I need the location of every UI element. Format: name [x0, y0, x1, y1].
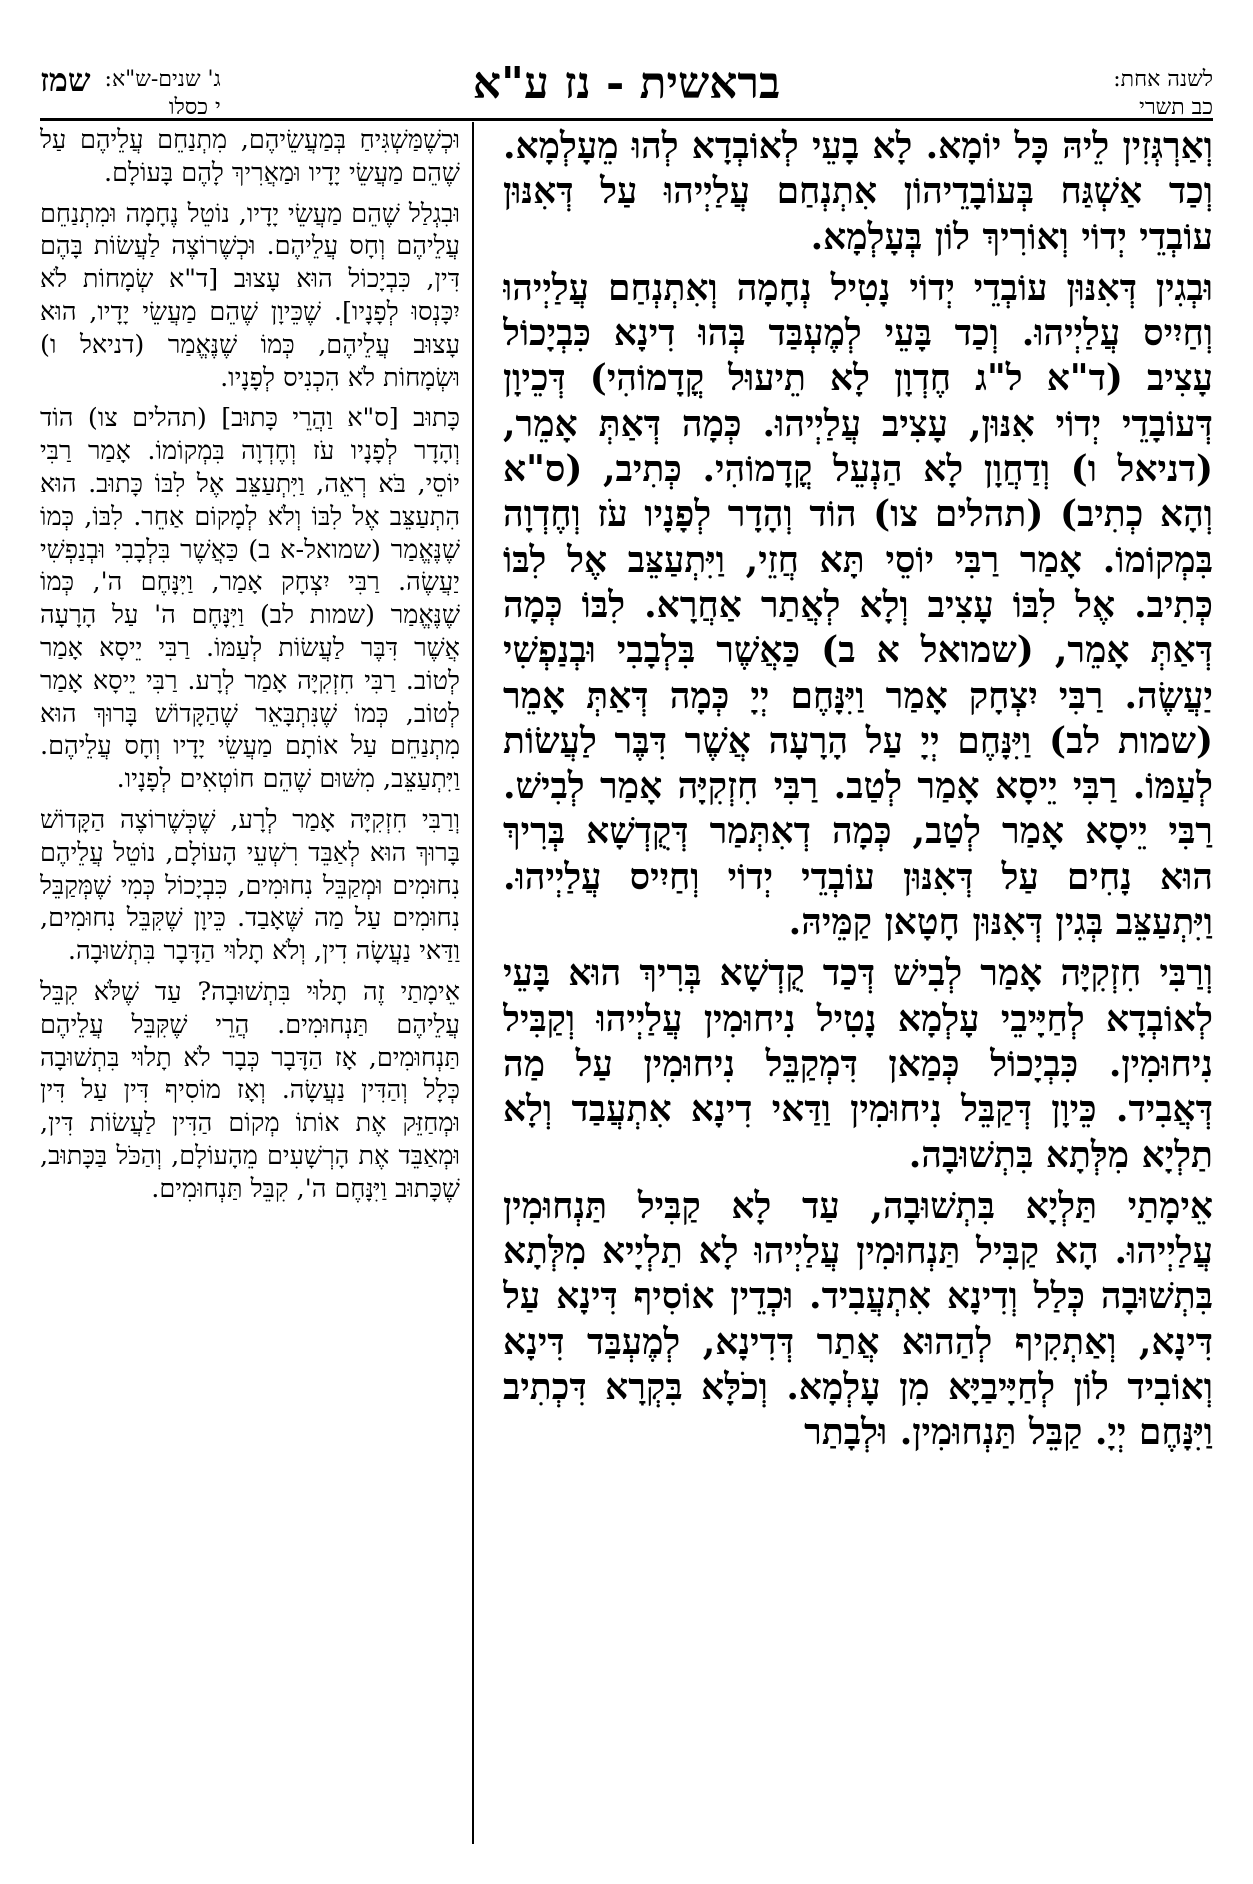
header-left: [40, 61, 221, 122]
commentary-paragraph: וְרַבִּי חִזְקִיָּה אָמַר לְרָע, שֶׁכְּשֶׁרוֹצֶה הַקָּדוֹשׁ בָּרוּךְ הוּא לְאַבֵּד רִשְׁעֵי הָעוֹלָם, נוֹטֵל עֲלֵיהֶם נִחוּמִים וּמְקַבֵּל נִחוּמִים, כִּבְיָכוֹל כְּמִי שֶׁמְּקַבֵּל נִחוּמִים עַל מַה שֶּׁאָבַד. כֵּיוָן שֶׁקִּבֵּל נִחוּמִים, וַדַּאי נַעֲשָׂה דִין, וְלֹא תָלוּי הַדָּבָר בִּתְשׁוּבָה.: [40, 804, 460, 967]
commentary-paragraph: וּבִגְלַל שֶׁהֵם מַעֲשֵׂי יָדָיו, נוֹטֵל נֶחָמָה וּמִתְנַחֵם עֲלֵיהֶם וְחָס עֲלֵיהֶם. וּכְשֶׁרוֹצֶה לַעֲשׂוֹת בָּהֶם דִּין, כִּבְיָכוֹל הוּא עָצוּב [ד"א שְׂמָחוֹת לֹא יִכָּנְסוּ לְפָנָיו]. שֶׁכֵּיוָן שֶׁהֵם מַעֲשֵׂי יָדָיו, הוּא עָצוּב עֲלֵיהֶם, כְּמוֹ שֶׁנֶּאֱמַר (דניאל ו) וּשְׂמָחוֹת לֹא הִכְנִיס לְפָנָיו.: [40, 198, 460, 393]
commentary-paragraph: אֵימָתַי זֶה תָלוּי בִּתְשׁוּבָה? עַד שֶׁלֹּא קִבֵּל עֲלֵיהֶם תַּנְחוּמִים. הֲרֵי שֶׁקִּבֵּל עֲלֵיהֶם תַּנְחוּמִים, אָז הַדָּבָר כְּבָר לֹא תָלוּי בִּתְשׁוּבָה כְּלָל וְהַדִּין נַעֲשָׂה. וְאָז מוֹסִיף דִּין עַל דִּין וּמְחַזֵּק אֶת אוֹתוֹ מְקוֹם הַדִּין לַעֲשׂוֹת דִּין, וּמְאַבֵּד אֶת הָרְשָׁעִים מֵהָעוֹלָם, וְהַכֹּל בַּכָּתוּב, שֶׁכָּתוּב וַיִּנָּחֶם ה', קִבֵּל תַּנְחוּמִים.: [40, 976, 460, 1204]
commentary-paragraph: וּכְשֶׁמַּשְׁגִּיחַ בְּמַעֲשֵׂיהֶם, מִתְנַחֵם עֲלֵיהֶם עַל שֶׁהֵם מַעֲשֵׂי יָדָיו וּמַאֲרִיךְ לָהֶם בָּעוֹלָם.: [40, 125, 460, 188]
schedule-three-years-label: ג' שנים-ש"א:: [104, 67, 221, 92]
main-paragraph: אֵימָתַי תַּלְיָא בִּתְשׁוּבָה, עַד לָא קַבִּיל תַּנְחוּמִין עֲלַיְיהוּ. הָא קַבִּיל תַּנְחוּמִין עֲלַיְיהוּ לָא תַלְיָיא מִלְּתָא בִּתְשׁוּבָה כְּלַל וְדִינָא אִתְעֲבִיד. וּכְדֵין אוֹסִיף דִּינָא עַל דִּינָא, וְאַתְקִיף לְהַהוּא אֲתַר דְּדִינָא, לְמֶעְבַּד דִּינָא וְאוֹבִיד לוֹן לְחַיָּיבַיָּא מִן עָלְמָא. וְכֹלָּא בִּקְרָא דִּכְתִיב וַיִּנָּחֶם יְיָ. קַבֵּל תַּנְחוּמִין. וּלְבָתַר: [503, 1184, 1213, 1454]
page-number: שמז: [40, 61, 91, 99]
main-paragraph: וְאַרְגְּזִין לֵיהּ כָּל יוֹמָא. לָא בָעֵי לְאוֹבְדָא לְהוּ מֵעָלְמָא. וְכַד אַשְׁגַּח בְּעוֹבָדֵיהוֹן אִתְנְחַם עֲלַיְיהוּ עַל דְּאִנּוּן עוֹבְדֵי יְדוֹי וְאוֹרִיךְ לוֹן בְּעָלְמָא.: [503, 125, 1213, 258]
header-divider: [40, 118, 1213, 121]
column-divider: [472, 122, 474, 1844]
main-text-column: [503, 124, 1213, 1844]
page-title: בראשית - נז ע"א: [472, 58, 781, 109]
schedule-one-year-date: כב תשרי: [1139, 95, 1213, 120]
commentary-paragraph: כָּתוּב [ס"א וַהֲרֵי כָּתוּב] (תהלים צו) הוֹד וְהָדָר לְפָנָיו עֹז וְחֶדְוָה בִּמְקוֹמוֹ. אָמַר רַבִּי יוֹסֵי, בֹּא רְאֵה, וַיִּתְעַצֵּב אֶל לִבּוֹ כָּתוּב. הוּא הִתְעַצֵּב אֶל לִבּוֹ וְלֹא לְמָקוֹם אַחֵר. לִבּוֹ, כְּמוֹ שֶׁנֶּאֱמַר (שמואל-א ב) כַּאֲשֶׁר בִּלְבָבִי וּבְנַפְשִׁי יַעֲשֶׂה. רַבִּי יִצְחָק אָמַר, וַיִּנָּחֶם ה', כְּמוֹ שֶׁנֶּאֱמַר (שמות לב) וַיִּנָּחֶם ה' עַל הָרָעָה אֲשֶׁר דִּבֶּר לַעֲשׂוֹת לְעַמּוֹ. רַבִּי יֵיסָא אָמַר לְטוֹב. רַבִּי חִזְקִיָּה אָמַר לְרָע. רַבִּי יֵיסָא אָמַר לְטוֹב, כְּמוֹ שֶׁנִּתְבָּאֵר שֶׁהַקָּדוֹשׁ בָּרוּךְ הוּא מִתְנַחֵם עַל אוֹתָם מַעֲשֵׂי יָדָיו וְחָס עֲלֵיהֶם. וַיִּתְעַצֵּב, מִשּׁוּם שֶׁהֵם חוֹטְאִים לְפָנָיו.: [40, 403, 460, 795]
schedule-three-years-date: י כסלו: [168, 95, 221, 120]
commentary-column: [40, 124, 460, 1844]
page-header: [40, 30, 1213, 120]
schedule-one-year-label: לשנה אחת:: [1113, 67, 1213, 92]
main-paragraph: וְרַבִּי חִזְקִיָּה אָמַר לְבִישׁ דְּכַד קֻדְשָׁא בְּרִיךְ הוּא בָּעֵי לְאוֹבְדָא לְחַיָּיבֵי עָלְמָא נָטִיל נִיחוּמִין עֲלַיְיהוּ וְקַבִּיל נִיחוּמִין. כִּבְיָכוֹל כְּמַאן דִּמְקַבֵּל נִיחוּמִין עַל מַה דְּאֲבִיד. כֵּיוָן דְּקַבֵּל נִיחוּמִין וַדַּאי דִינָא אִתְעֲבַד וְלָא תַלְיָא מִלְּתָא בִּתְשׁוּבָה.: [503, 952, 1213, 1176]
main-paragraph: וּבְגִין דְּאִנּוּן עוֹבְדֵי יְדוֹי נָטִיל נְחָמָה וְאִתְנְחַם עֲלַיְיהוּ וְחַיִיס עֲלַיְיהוּ. וְכַד בָּעֵי לְמֶעְבַּד בְּהוּ דִינָא כִּבְיָכוֹל עָצִיב (ד"א ל"ג חֶדְוָן לָא תֵיעוּל קֳדָמוֹהִי) דְּכֵיוָן דְּעוֹבָדֵי יְדוֹי אִנּוּן, עָצִיב עֲלַיְיהוּ. כְּמָה דְּאַתְּ אָמֵר, (דניאל ו) וְדַחֲוָן לָא הַנְעֵל קֳדָמוֹהִי. כְּתִיב, (ס"א וְהָא כְתִיב) (תהלים צו) הוֹד וְהָדָר לְפָנָיו עֹז וְחֶדְוָה בִּמְקוֹמוֹ. אָמַר רַבִּי יוֹסֵי תָּא חֲזֵי, וַיִּתְעַצֵּב אֶל לִבּוֹ כְּתִיב. אֶל לִבּוֹ עָצִיב וְלָא לְאֲתַר אַחֲרָא. לִבּוֹ כְּמָה דְּאַתְּ אָמֵר, (שמואל א ב) כַּאֲשֶׁר בִּלְבָבִי וּבְנַפְשִׁי יַעֲשֶׂה. רַבִּי יִצְחָק אָמַר וַיִּנָּחֶם יְיָ כְּמָה דְּאַתְּ אָמֵר (שמות לב) וַיִּנָּחֶם יְיָ עַל הָרָעָה אֲשֶׁר דִּבֶּר לַעֲשׂוֹת לְעַמּוֹ. רַבִּי יֵיסָא אָמַר לְטַב. רַבִּי חִזְקִיָּה אָמַר לְבִישׁ. רַבִּי יֵיסָא אָמַר לְטַב, כְּמָה דְאִתְּמַר דְּקֻדְשָׁא בְּרִיךְ הוּא נָחִים עַל דְּאִנּוּן עוֹבְדֵי יְדוֹי וְחַיִיס עֲלַיְיהוּ. וַיִּתְעַצֵּב בְּגִין דְּאִנּוּן חָטָאן קַמֵּיהּ.: [503, 266, 1213, 944]
